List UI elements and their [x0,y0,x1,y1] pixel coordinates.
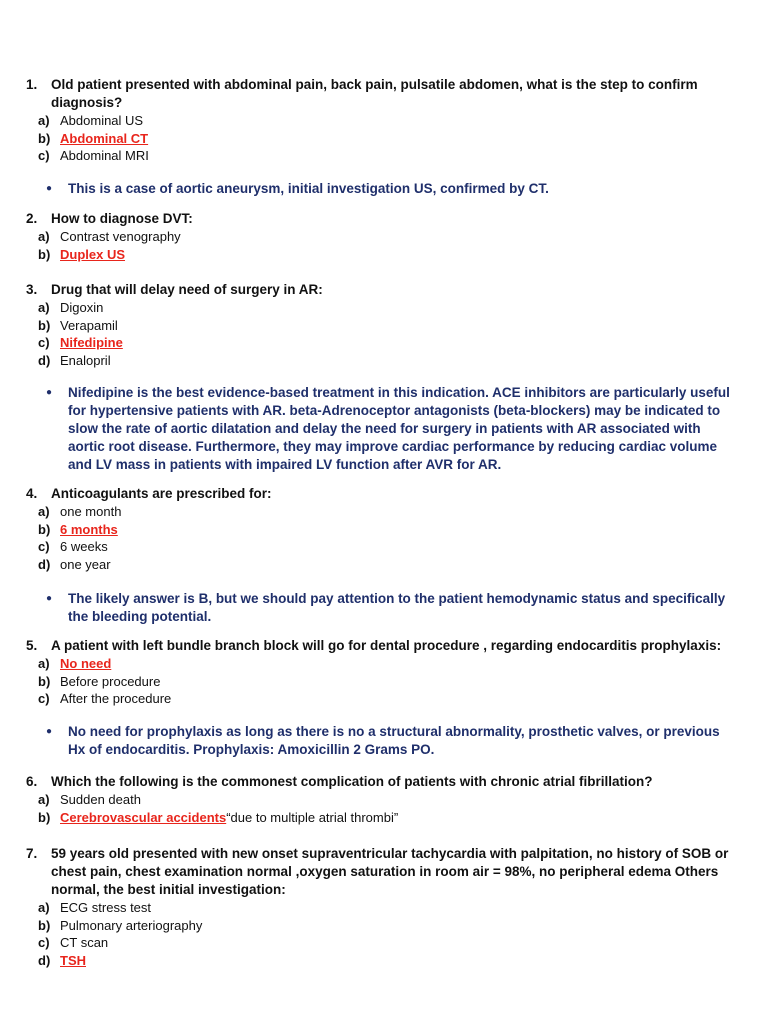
explanation-text: No need for prophylaxis as long as there is no a structural abnormality, prosthetic valves, or previous Hx of endocarditis. Prophylaxis: Amoxicillin 2 Grams PO. [68,724,720,757]
explanation-note-1 [46,180,736,198]
option-letter: d) [38,952,51,968]
option-text: Digoxin [60,300,104,315]
option-letter: a) [38,792,50,807]
option-letter: c) [38,539,50,554]
question-7 [26,845,742,969]
bullet-icon: ● [46,387,53,398]
question-number: 5. [26,638,38,653]
question-1 [26,76,742,165]
option-text: Contrast venography [60,229,181,244]
option-letter: c) [38,935,50,950]
option-c [26,147,742,165]
question-number: 6. [26,774,38,789]
explanation-text: This is a case of aortic aneurysm, initial investigation US, confirmed by CT. [68,181,549,196]
option-text: Pulmonary arteriography [60,917,203,933]
option-letter: b) [38,673,51,689]
question-number: 3. [26,282,38,297]
option-b-answer [26,521,742,539]
option-b [26,673,742,691]
explanation-note-5 [46,723,736,759]
option-d [26,556,742,574]
option-letter: a) [38,229,50,244]
option-a [26,228,742,246]
option-a [26,791,742,809]
answer-comment: “due to multiple atrial thrombi” [226,809,399,825]
option-letter: d) [38,352,51,368]
option-d-answer [26,952,742,970]
option-letter: d) [38,556,51,572]
option-text: one year [60,556,111,572]
question-text: Which the following is the commonest complication of patients with chronic atrial fibrillation? [51,774,653,789]
option-text: Abdominal US [60,113,144,128]
bullet-icon: ● [46,593,53,604]
question-3 [26,281,742,369]
question-4 [26,485,742,573]
option-text: After the procedure [60,691,172,706]
explanation-note-4 [46,590,736,626]
question-number: 2. [26,211,38,226]
option-d [26,352,742,370]
option-letter: c) [38,691,50,706]
question-number: 4. [26,486,38,501]
option-a [26,112,742,130]
option-text: Duplex US [60,246,126,262]
option-text: Abdominal MRI [60,148,149,163]
question-text: Drug that will delay need of surgery in AR: [51,282,323,297]
question-text: Anticoagulants are prescribed for: [51,486,272,501]
option-b [26,917,742,935]
option-letter: a) [38,900,50,915]
explanation-text: The likely answer is B, but we should pay attention to the patient hemodynamic status and specifically the bleeding potential. [68,591,726,624]
option-text: CT scan [60,935,109,950]
question-number: 7. [26,846,38,861]
option-letter: a) [38,656,50,671]
option-letter: b) [38,246,51,262]
question-6 [26,773,742,826]
option-text: 6 weeks [60,539,108,554]
option-b-answer [26,809,742,827]
bullet-icon: ● [46,726,53,737]
option-text: 6 months [60,521,118,537]
option-text: TSH [60,952,86,968]
explanation-text: Nifedipine is the best evidence-based treatment in this indication. ACE inhibitors are particularly useful for hypertensive patients with AR. beta-Adrenoceptor antagonists (beta-blockers) may be indicated to slow the rate of aortic dilatation and delay the need for surgery in patients with AR associated with aortic root disease. Furthermore, they may improve cardiac performance by reducing cardiac volume and LV mass in patients with impaired LV function after AVR for AR. [68,385,730,472]
option-text: Enalopril [60,352,111,368]
option-letter: a) [38,300,50,315]
option-a [26,899,742,917]
option-b-answer [26,130,742,148]
option-text: ECG stress test [60,900,152,915]
option-text: Cerebrovascular accidents [60,809,227,825]
option-text: Nifedipine [60,335,123,350]
option-c [26,538,742,556]
option-text: No need [60,656,112,671]
option-c-answer [26,334,742,352]
option-text: Abdominal CT [60,130,149,146]
option-a [26,299,742,317]
question-text: How to diagnose DVT: [51,211,193,226]
option-letter: c) [38,335,50,350]
bullet-icon: ● [46,183,53,194]
option-letter: b) [38,521,51,537]
option-b-answer [26,246,742,264]
option-letter: b) [38,917,51,933]
question-text: Old patient presented with abdominal pain, back pain, pulsatile abdomen, what is the step to confirm diagnosis? [51,77,698,110]
option-text: Sudden death [60,792,141,807]
question-text: 59 years old presented with new onset supraventricular tachycardia with palpitation, no history of SOB or chest pain, chest examination normal ,oxygen saturation in room air = 98%, no peripheral edema Others normal, the best initial investigation: [51,846,729,897]
option-text: Verapamil [60,317,118,333]
question-5 [26,637,742,708]
option-b [26,317,742,335]
option-text: Before procedure [60,673,161,689]
option-letter: b) [38,317,51,333]
option-letter: b) [38,809,51,825]
option-c [26,690,742,708]
option-letter: a) [38,113,50,128]
option-letter: c) [38,148,50,163]
option-c [26,934,742,952]
option-a [26,503,742,521]
question-text: A patient with left bundle branch block will go for dental procedure , regarding endocarditis prophylaxis: [51,638,722,653]
option-letter: a) [38,504,50,519]
option-a-answer [26,655,742,673]
option-text: one month [60,504,122,519]
option-letter: b) [38,130,51,146]
question-number: 1. [26,77,38,92]
explanation-note-3 [46,384,736,474]
question-2 [26,210,742,263]
